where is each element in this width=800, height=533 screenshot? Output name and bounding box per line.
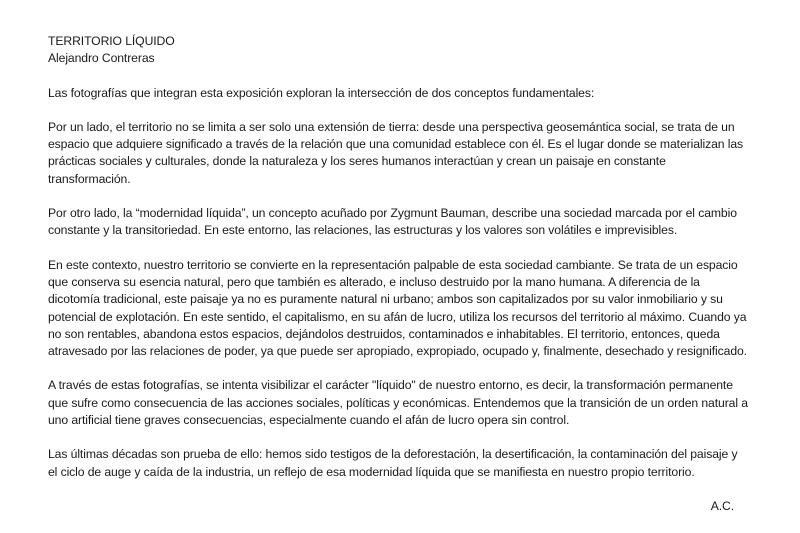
paragraph-context: En este contexto, nuestro territorio se convierte en la representación palpable de esta sociedad cambiante. Se trata de un espacio que conserva su esencia natural, pero que también es alterado, e incluso destruido por la mano humana. A diferencia de la dicotomía tradicional, este paisaje ya no es puramente natural ni urbano; ambos son capitalizados por su valor inmobiliario y su potencial de explotación. En este sentido, el capitalismo, en su afán de lucro, utiliza los recursos del territorio al máximo. Cuando ya no son rentables, abandona estos espacios, dejándolos destruidos, contaminados e inhabitables. El territorio, entonces, queda atravesado por las relaciones de poder, ya que puede ser apropiado, expropiado, ocupado y, finalmente, desechado y resignificado. — [48, 257, 747, 359]
signature: A.C. — [710, 498, 734, 513]
document-author: Alejandro Contreras — [48, 51, 155, 66]
paragraph-intro: Las fotografías que integran esta exposición exploran la intersección de dos conceptos fundamentales: — [48, 85, 595, 100]
document-header — [48, 33, 748, 68]
document-body — [48, 33, 748, 515]
paragraph-liquid-modernity: Por otro lado, la “modernidad líquida”, un concepto acuñado por Zygmunt Bauman, describe una sociedad marcada por el cambio constante y la transitoriedad. En este entorno, las relaciones, las estructuras y los valores son volátiles e imprevisibles. — [48, 206, 737, 238]
paragraph-territory: Por un lado, el territorio no se limita a ser solo una extensión de tierra: desde una perspectiva geosemántica social, se trata de un espacio que adquiere significado a través de la relación que una comunidad establece con él. Es el lugar donde se materializan las prácticas sociales y culturales, donde la naturaleza y los seres humanos interactúan y crean un paisaje en constante transformación. — [48, 119, 744, 186]
paragraph-recent-decades: Las últimas décadas son prueba de ello: hemos sido testigos de la deforestación, la desertificación, la contaminación del paisaje y el ciclo de auge y caída de la industria, un reflejo de esa modernidad líquida que se manifiesta en nuestro propio territorio. — [48, 447, 738, 479]
paragraph-photographs: A través de estas fotografías, se intenta visibilizar el carácter "líquido" de nuestro entorno, es decir, la transformación permanente que sufre como consecuencia de las acciones sociales, políticas y económicas. Entendemos que la transición de un orden natural a uno artificial tiene graves consecuencias, especialmente cuando el afán de lucro opera sin control. — [48, 378, 748, 428]
document-title: TERRITORIO LÍQUIDO — [48, 34, 175, 48]
